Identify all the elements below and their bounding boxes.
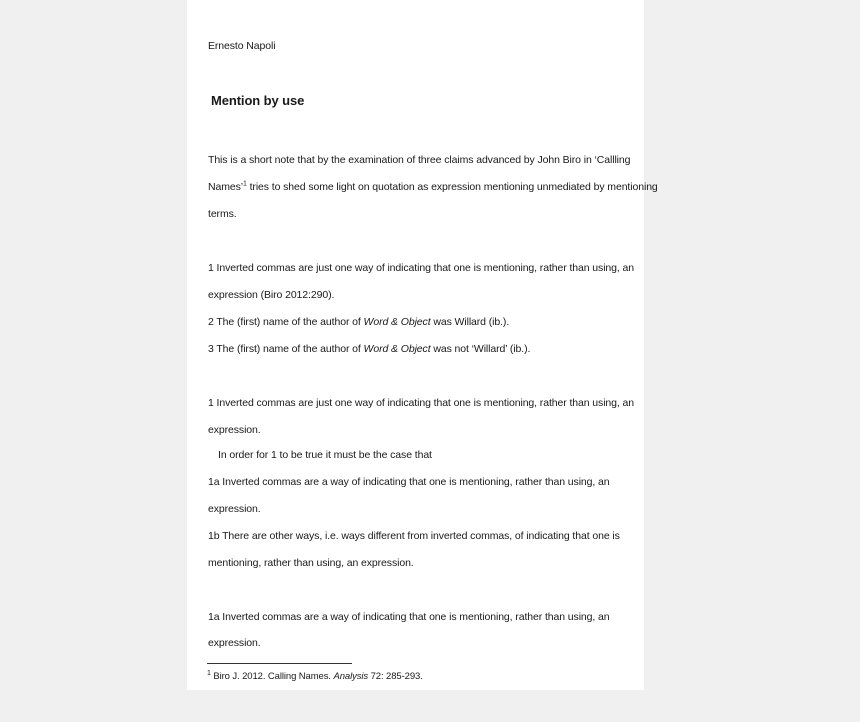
author-name: Ernesto Napoli [208, 40, 276, 52]
section-1a-line-1: 1a Inverted commas are a way of indicating that one is mentioning, rather than using, an [208, 476, 610, 488]
footnote-separator [207, 663, 352, 664]
section-indent-line: In order for 1 to be true it must be the case that [218, 449, 432, 461]
section-1b-line-2: mentioning, rather than using, an expression. [208, 557, 414, 569]
section-1a-line-2: expression. [208, 503, 261, 515]
claim-2 [208, 315, 509, 329]
journal-title: Analysis [333, 671, 369, 682]
book-title: Word & Object [363, 343, 431, 355]
intro-text: Names’ [208, 181, 243, 193]
book-title: Word & Object [363, 316, 431, 328]
claim-1-line-2: expression (Biro 2012:290). [208, 289, 335, 301]
footnote-text: Biro J. 2012. Calling Names. [210, 671, 334, 682]
section-1-line-1: 1 Inverted commas are just one way of indicating that one is mentioning, rather than using, an [208, 397, 635, 409]
document-title: Mention by use [211, 93, 305, 108]
footnote-text: 72: 285-293. [368, 671, 423, 682]
claim-text: 2 The (first) name of the author of [208, 316, 364, 328]
intro-line-2 [208, 180, 658, 194]
claim-text: was not ‘Willard’ (ib.). [430, 343, 531, 355]
claim-text: 3 The (first) name of the author of [208, 343, 364, 355]
intro-text: tries to shed some light on quotation as expression mentioning unmediated by mentioning [246, 181, 658, 193]
claim-text: was Willard (ib.). [430, 316, 510, 328]
repeat-1a-line-2: expression. [208, 637, 261, 649]
intro-line-1: This is a short note that by the examination of three claims advanced by John Biro in ‘Callling [208, 154, 631, 166]
claim-3 [208, 342, 530, 356]
footnote-ref[interactable]: 1 [243, 180, 247, 188]
section-1-line-2: expression. [208, 424, 261, 436]
repeat-1a-line-1: 1a Inverted commas are a way of indicating that one is mentioning, rather than using, an [208, 611, 610, 623]
intro-line-3: terms. [208, 208, 237, 220]
footnote [207, 670, 423, 684]
section-1b-line-1: 1b There are other ways, i.e. ways different from inverted commas, of indicating that one is [208, 530, 620, 542]
footnote-marker: 1 [207, 669, 211, 677]
claim-1-line-1: 1 Inverted commas are just one way of indicating that one is mentioning, rather than using, an [208, 262, 635, 274]
